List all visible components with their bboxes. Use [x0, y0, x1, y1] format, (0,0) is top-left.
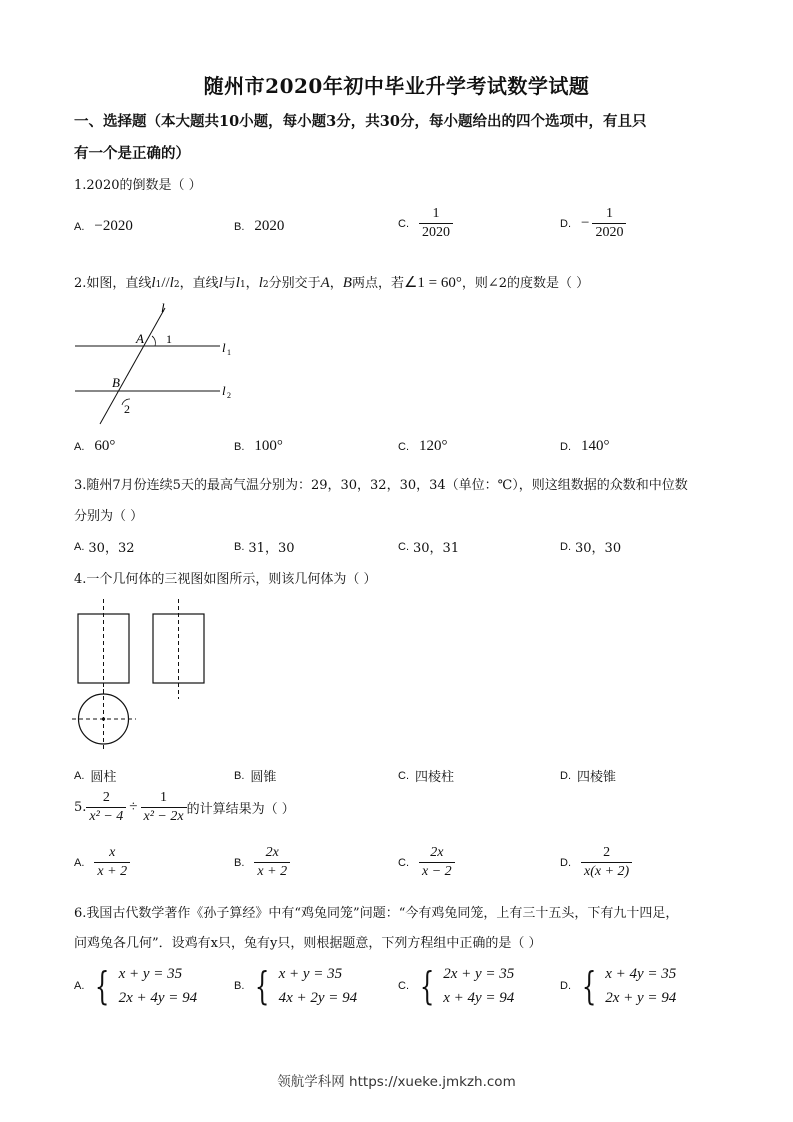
fraction — [254, 845, 290, 880]
option-label: A. — [74, 220, 85, 233]
fraction — [592, 206, 626, 241]
question-5-stem — [74, 790, 295, 825]
point-a: A — [320, 275, 330, 291]
label-l: l — [161, 300, 165, 315]
parallel-lines-figure — [70, 300, 250, 430]
equation-system — [90, 962, 197, 1010]
var-l2: l — [169, 275, 174, 291]
three-views-figure — [70, 595, 230, 755]
q6-option-d — [560, 962, 676, 1010]
left-brace: { — [95, 964, 110, 1008]
fraction — [419, 845, 455, 880]
q6-option-c — [398, 962, 514, 1010]
label-angle-1: 1 — [166, 332, 172, 346]
question-4-stem: 4.一个几何体的三视图如图所示，则该几何体为（ ） — [74, 572, 377, 587]
option-label: B. — [234, 769, 245, 782]
option-value: 圆锥 — [250, 770, 277, 785]
numerator: 2 — [603, 845, 611, 860]
denominator: x(x + 2) — [581, 862, 632, 880]
question-3-stem-line2: 分别为（ ） — [74, 509, 144, 524]
option-label: A. — [74, 440, 85, 453]
option-value: 2020 — [254, 218, 285, 234]
label-l1: l — [222, 340, 226, 355]
divide-symbol: ÷ — [129, 799, 138, 815]
sub-1: 1 — [155, 280, 162, 290]
question-3-stem-line1: 3.随州7月份连续5天的最高气温分别为：29，30，32，30，34（单位：℃），则这组数据的众数和中位数 — [74, 478, 688, 493]
option-label: A. — [74, 540, 85, 553]
point-b: B — [342, 275, 352, 291]
option-label: C. — [398, 540, 409, 553]
option-value: 30，30 — [575, 541, 622, 556]
option-value: 四棱柱 — [415, 770, 455, 785]
option-label: D. — [560, 856, 571, 869]
stem-text: ， — [329, 276, 343, 291]
question-2-stem — [74, 272, 589, 292]
denominator: 2020 — [592, 223, 626, 241]
q5-option-c — [398, 845, 455, 880]
q3-option-b — [234, 537, 295, 556]
fraction — [581, 845, 632, 880]
equation-1: x + y = 35 — [278, 966, 343, 982]
q4-option-a — [74, 766, 116, 785]
option-value: 120° — [419, 438, 448, 454]
page-title: 随州市2020年初中毕业升学考试数学试题 — [203, 74, 590, 98]
numerator: 1 — [160, 790, 168, 805]
stem-text: 与 — [222, 276, 236, 291]
q6-option-b — [234, 962, 357, 1010]
question-1-stem: 1.2020的倒数是（ ） — [74, 178, 202, 193]
fraction — [94, 845, 130, 880]
denominator: x − 2 — [419, 862, 455, 880]
denominator: x + 2 — [94, 862, 130, 880]
denominator: 2020 — [419, 223, 453, 241]
sub-1: 1 — [239, 280, 246, 290]
q2-option-b — [234, 438, 283, 455]
option-label: D. — [560, 217, 571, 230]
option-label: A. — [74, 856, 85, 869]
option-label: C. — [398, 440, 409, 453]
stem-text: 两点，若 — [351, 276, 404, 291]
denominator: x + 2 — [254, 862, 290, 880]
q1-option-a — [74, 218, 133, 235]
q3-option-d — [560, 537, 621, 556]
q2-option-c — [398, 438, 448, 455]
q5-option-a — [74, 845, 130, 880]
label-angle-2: 2 — [124, 402, 130, 416]
equation-system — [250, 962, 357, 1010]
angle-1-arc — [152, 336, 155, 346]
label-l2: l — [222, 383, 226, 398]
q1-option-d — [560, 206, 626, 241]
minus-sign: − — [581, 215, 590, 231]
stem-text: ，则∠2的度数是（ ） — [461, 276, 590, 291]
var-l1: l — [235, 275, 240, 291]
option-label: B. — [234, 540, 245, 553]
stem-text: ， — [245, 276, 259, 291]
option-label: B. — [234, 220, 245, 233]
label-l2-sub: 2 — [227, 391, 231, 400]
fraction-2 — [141, 790, 187, 825]
section-heading-line1: 一、选择题（本大题共10小题，每小题3分，共30分，每小题给出的四个选项中，有且只 — [74, 113, 647, 130]
stem-text: ，直线 — [179, 276, 219, 291]
fraction-1 — [86, 790, 126, 825]
equation-system — [577, 962, 676, 1010]
top-view-center — [102, 717, 105, 720]
option-label: A. — [74, 769, 85, 782]
q4-option-b — [234, 766, 276, 785]
q4-option-c — [398, 766, 454, 785]
sub-2: 2 — [173, 280, 180, 290]
option-label: D. — [560, 440, 571, 453]
section-heading-line2: 有一个是正确的） — [74, 145, 190, 162]
label-point-a: A — [136, 331, 144, 346]
transversal-l — [100, 308, 165, 424]
q4-option-d — [560, 766, 616, 785]
q2-option-d — [560, 438, 610, 455]
numerator: 1 — [432, 206, 440, 221]
var-l2: l — [258, 275, 263, 291]
parallel-symbol: // — [161, 275, 170, 291]
var-l: l — [218, 275, 223, 291]
equation-1: x + 4y = 35 — [605, 966, 677, 982]
sub-2: 2 — [262, 280, 269, 290]
question-6-stem-line2: 问鸡兔各几何”．设鸡有x只，兔有y只，则根据题意，下列方程组中正确的是（ ） — [74, 936, 542, 951]
option-label: D. — [560, 540, 571, 553]
var-l1: l — [151, 275, 156, 291]
option-label: D. — [560, 769, 571, 782]
option-label: C. — [398, 980, 409, 992]
question-6-stem-line1: 6.我国古代数学著作《孙子算经》中有“鸡兔同笼”问题：“今有鸡兔同笼，上有三十五头，下有九十四足， — [74, 906, 679, 921]
q5-option-d — [560, 845, 632, 880]
numerator: 2 — [102, 790, 110, 805]
q2-option-a — [74, 438, 115, 455]
numerator: 1 — [605, 206, 613, 221]
stem-text: 分别交于 — [268, 276, 321, 291]
stem-text: 2.如图，直线 — [74, 276, 152, 291]
option-label: B. — [234, 856, 245, 869]
denominator: x² − 4 — [86, 807, 126, 825]
label-point-b: B — [112, 375, 120, 390]
option-label: C. — [398, 217, 409, 230]
label-l1-sub: 1 — [227, 348, 231, 357]
denominator: x² − 2x — [141, 807, 187, 825]
left-brace: { — [419, 964, 435, 1008]
equation-1: x + y = 35 — [118, 966, 183, 982]
option-label: D. — [560, 980, 571, 992]
question-number: 5. — [74, 800, 87, 815]
equation-system — [415, 962, 514, 1010]
option-value: 60° — [94, 438, 116, 454]
left-brace: { — [255, 964, 270, 1008]
option-label: C. — [398, 769, 409, 782]
equation-1: 2x + y = 35 — [443, 966, 515, 982]
option-value: −2020 — [94, 218, 133, 234]
option-label: A. — [74, 980, 85, 992]
option-value: 140° — [581, 438, 610, 454]
option-label: B. — [234, 440, 245, 453]
angle-condition: ∠1 = 60° — [403, 275, 462, 291]
equation-2: x + 4y = 94 — [443, 990, 515, 1006]
option-value: 30，31 — [413, 541, 460, 556]
page-footer-watermark: 领航学科网 https://xueke.jmkzh.com — [277, 1074, 516, 1090]
option-label: B. — [234, 980, 245, 992]
option-value: 31，30 — [248, 541, 295, 556]
q3-option-a — [74, 537, 135, 556]
stem-text: 的计算结果为（ ） — [186, 802, 295, 817]
option-label: C. — [398, 856, 409, 869]
option-value: 100° — [254, 438, 283, 454]
equation-2: 2x + 4y = 94 — [118, 990, 198, 1006]
equation-2: 4x + 2y = 94 — [278, 990, 358, 1006]
numerator: 2x — [430, 845, 444, 860]
option-value: 圆柱 — [90, 770, 117, 785]
q6-option-a — [74, 962, 197, 1010]
option-value: 四棱锥 — [577, 770, 617, 785]
numerator: 2x — [265, 845, 279, 860]
left-brace: { — [581, 964, 597, 1008]
q1-option-c — [398, 206, 453, 241]
numerator: x — [109, 845, 116, 860]
fraction — [419, 206, 453, 241]
q1-option-b — [234, 218, 284, 235]
q3-option-c — [398, 537, 459, 556]
q5-option-b — [234, 845, 290, 880]
option-value: 30，32 — [88, 541, 135, 556]
equation-2: 2x + y = 94 — [605, 990, 677, 1006]
